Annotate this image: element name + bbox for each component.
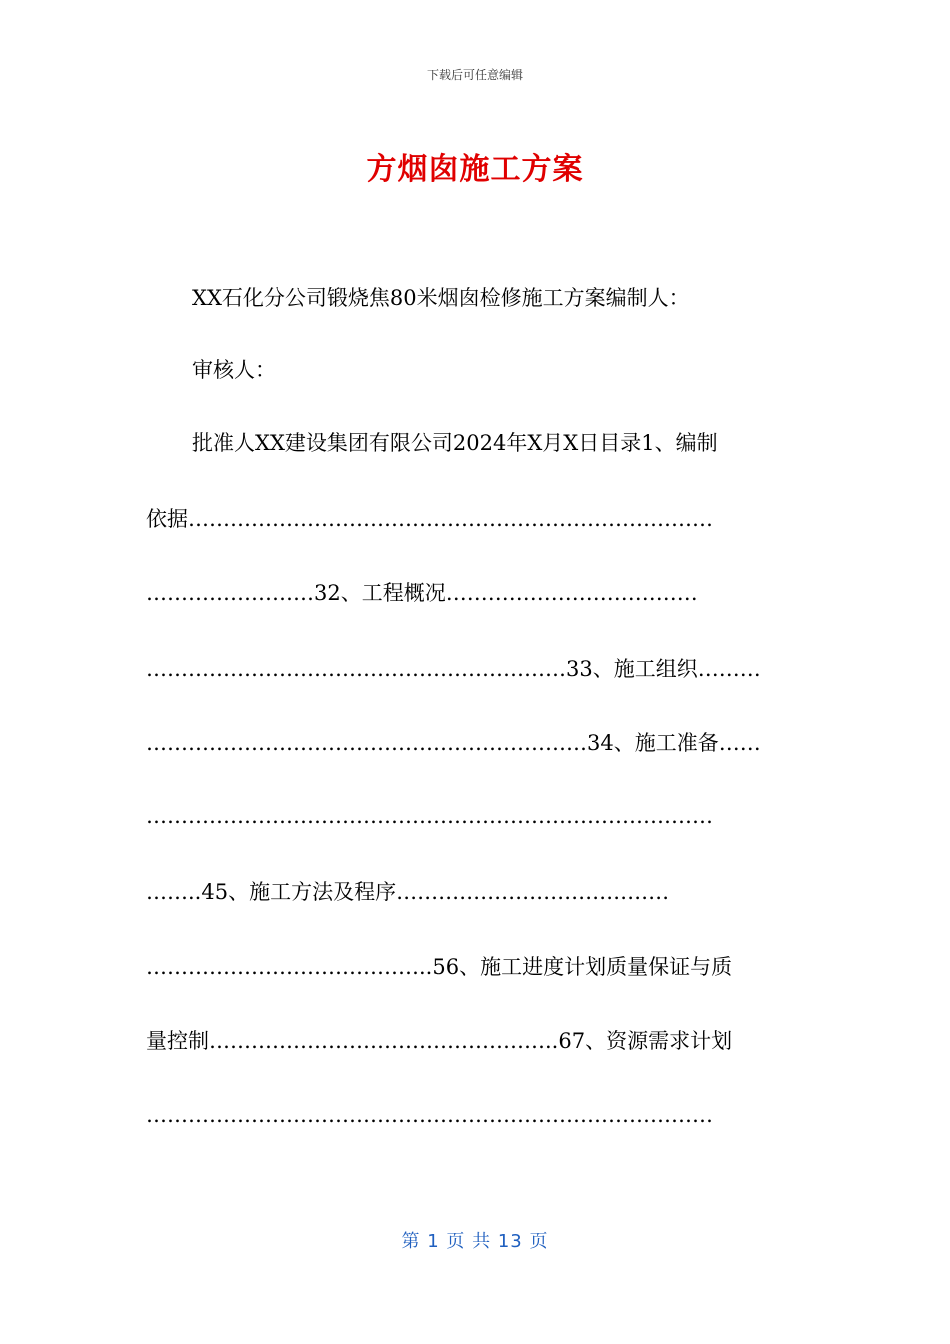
header-note: 下载后可任意编辑 (426, 68, 523, 82)
paragraph-line-1: XX石化分公司锻烧焦80米烟囱检修施工方案编制人： (192, 286, 690, 310)
document-title: 方烟囱施工方案 (366, 152, 584, 187)
toc-line-6: ……..45、施工方法及程序………………………………… (146, 880, 670, 904)
page-footer: 第 1 页 共 13 页 (401, 1231, 549, 1252)
toc-line-1: 依据………………………………………………………………… (146, 507, 713, 531)
toc-line-5: ……………………………………………………………………… (146, 804, 713, 828)
toc-line-2: ……………………32、工程概况……………………………… (146, 581, 698, 605)
paragraph-line-3: 批准人XX建设集团有限公司2024年X月X日目录1、编制 (192, 431, 718, 455)
toc-line-9: ……………………………………………………………………… (146, 1103, 713, 1127)
paragraph-line-2: 审核人： (192, 358, 276, 382)
toc-line-8: 量控制…………………………………………..67、资源需求计划 (146, 1029, 733, 1053)
toc-line-4: ………………………………………………………34、施工准备…… (146, 731, 761, 755)
toc-line-3: ……………………………………………………33、施工组织……… (146, 657, 761, 681)
toc-line-7: …………………………………..56、施工进度计划质量保证与质 (146, 955, 733, 979)
